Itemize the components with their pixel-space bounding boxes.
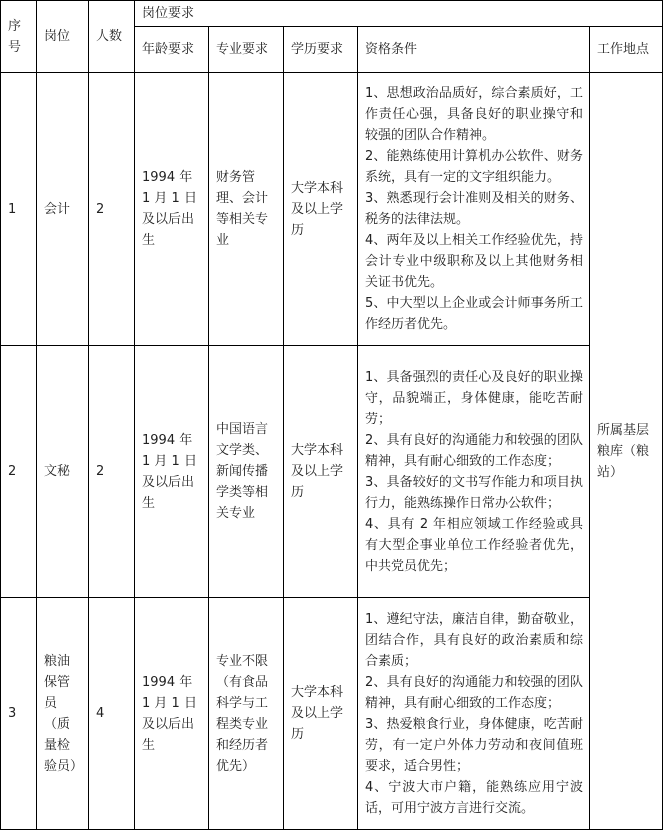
qualification-item: 1、具备强烈的责任心及良好的职业操守，品貌端正，身体健康，能吃苦耐劳； [365,369,583,427]
row-position: 会计 [37,73,89,346]
row-qualifications [358,346,590,598]
qualification-item: 1、思想政治品质好，综合素质好，工作责任心强，具备良好的职业操守和较强的团队合作精神。 [365,86,583,143]
qualification-item: 3、热爱粮食行业，身体健康，吃苦耐劳，有一定户外体力劳动和夜间值班要求，适合男性； [365,716,583,774]
row-major: 中国语言文学类、新闻传播学类等相关专业 [209,346,284,598]
qualification-item: 1、遵纪守法，廉洁自律，勤奋敬业，团结合作，具有良好的政治素质和综合素质； [365,611,583,669]
row-count: 2 [89,346,135,598]
row-index: 3 [1,598,37,830]
header-major: 专业要求 [209,27,284,73]
header-count: 人数 [89,1,135,73]
row-index: 1 [1,73,37,346]
row-position: 粮油保管员（质量检验员） [37,598,89,830]
row-count: 4 [89,598,135,830]
header-index: 序号 [1,1,37,73]
row-age: 1994 年 1 月 1 日及以后出生 [135,346,209,598]
header-location: 工作地点 [590,27,663,73]
qualification-item: 4、两年及以上相关工作经验优先，持会计专业中级职称及以上其他财务相关证书优先。 [365,233,583,290]
row-major: 专业不限（有食品科学与工程类专业和经历者优先） [209,598,284,830]
shared-location: 所属基层粮库（粮站） [590,73,663,830]
header-row-top [1,1,663,27]
row-qualifications [358,598,590,830]
qualification-item: 3、熟悉现行会计准则及相关的财务、税务的法律法规。 [365,191,583,227]
header-age: 年龄要求 [135,27,209,73]
table-row [1,346,663,598]
qualification-item: 4、宁波大市户籍，能熟练应用宁波话，可用宁波方言进行交流。 [365,779,583,816]
row-index: 2 [1,346,37,598]
header-education: 学历要求 [284,27,358,73]
row-education: 大学本科及以上学历 [284,598,358,830]
header-qualifications: 资格条件 [358,27,590,73]
qualification-item: 4、具有 2 年相应领域工作经验或具有大型企事业单位工作经验者优先，中共党员优先； [365,516,583,574]
row-education: 大学本科及以上学历 [284,73,358,346]
qualification-item: 5、中大型以上企业或会计师事务所工作经历者优先。 [365,296,583,332]
header-requirements-group: 岗位要求 [135,1,663,27]
qualification-item: 2、具有良好的沟通能力和较强的团队精神，具有耐心细致的工作态度； [365,674,583,711]
table-row [1,598,663,830]
row-position: 文秘 [37,346,89,598]
row-major: 财务管理、会计等相关专业 [209,73,284,346]
row-age: 1994 年 1 月 1 日及以后出生 [135,73,209,346]
row-age: 1994 年 1 月 1 日及以后出生 [135,598,209,830]
row-count: 2 [89,73,135,346]
row-qualifications [358,73,590,346]
qualification-item: 2、具有良好的沟通能力和较强的团队精神，具有耐心细致的工作态度； [365,432,583,469]
header-position: 岗位 [37,1,89,73]
qualification-item: 3、具备较好的文书写作能力和项目执行力，能熟练操作日常办公软件； [365,474,583,511]
table-row [1,73,663,346]
row-education: 大学本科及以上学历 [284,346,358,598]
qualification-item: 2、能熟练使用计算机办公软件、财务系统，具有一定的文字组织能力。 [365,149,583,185]
